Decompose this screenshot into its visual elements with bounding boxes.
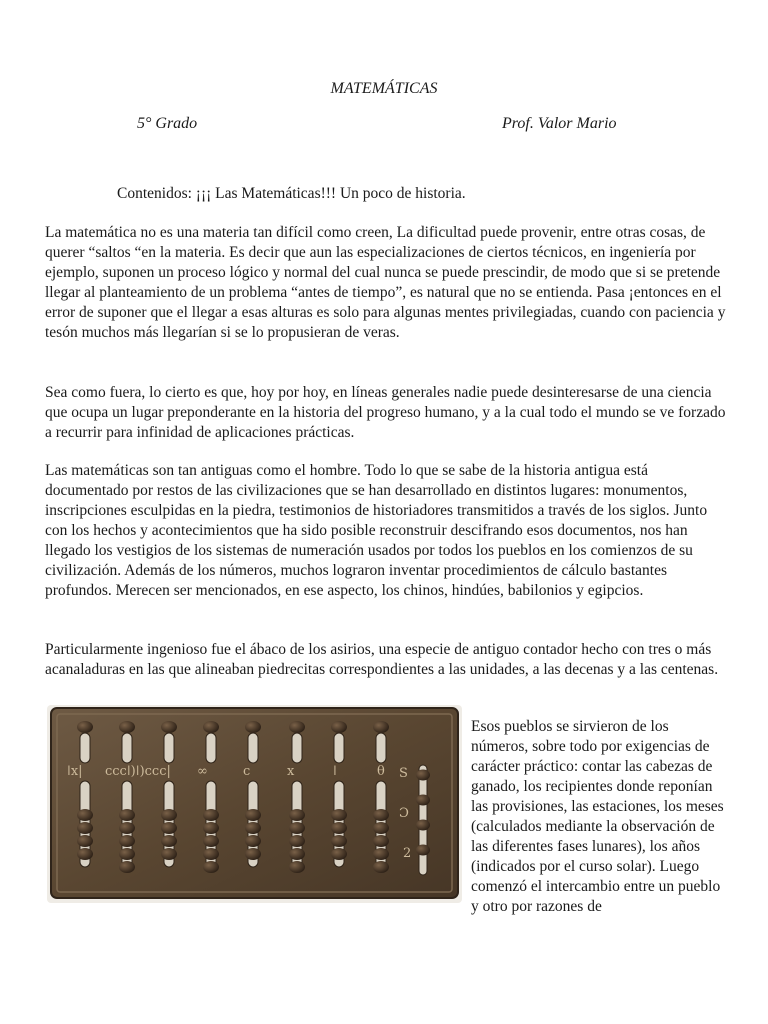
abacus-upper-slot xyxy=(334,733,344,763)
abacus-bead xyxy=(245,822,261,834)
abacus-marking: S xyxy=(399,766,408,781)
abacus-bead xyxy=(203,822,219,834)
abacus-bead xyxy=(245,848,261,860)
abacus-marking: 2 xyxy=(403,846,412,861)
abacus-bead xyxy=(161,835,177,847)
abacus-bead xyxy=(289,835,305,847)
abacus-bead xyxy=(119,848,135,860)
abacus-upper-slot xyxy=(376,733,386,763)
abacus-marking: cccǀ)ǀ)ccc| xyxy=(105,764,171,779)
abacus-marking: x xyxy=(287,764,295,779)
abacus-photo xyxy=(47,705,462,903)
abacus-bead xyxy=(203,809,219,821)
contents-line: Contenidos: ¡¡¡ Las Matemáticas!!! Un poco de historia. xyxy=(117,185,466,202)
abacus-bead xyxy=(289,822,305,834)
abacus-bead xyxy=(331,809,347,821)
abacus-bead xyxy=(289,809,305,821)
abacus-upper-slot xyxy=(248,733,258,763)
abacus-marking: ǀ xyxy=(333,764,337,779)
abacus-bead xyxy=(416,820,430,831)
paragraph-history: Las matemáticas son tan antiguas como el hombre. Todo lo que se sabe de la historia antigua está documentado por restos de las civilizaciones que se han desarrollado en distintos lugares: monumentos, inscripciones esculpidas en la piedra, testimonios de historiadores transmitidos a través de los siglos. Junto con los hechos y acontecimientos que ha sido posible reconstruir descifrando esos documentos, nos han llegado los vestigios de los sistemas de numeración usados por todos los pueblos en los comienzos de su civilización. Además de los números, muchos lograron inventar procedimientos de cálculo bastantes profundos. Merecen ser mencionados, en ese aspecto, los chinos, hindúes, babilonios y egipcios. xyxy=(45,462,708,599)
abacus-bead xyxy=(373,809,389,821)
abacus-bead xyxy=(203,848,219,860)
paragraph-intro: La matemática no es una materia tan difícil como creen, La dificultad puede provenir, entre otras cosas, de querer “saltos “en la materia. Es decir que aun las especializaciones de ciertos técnicos, en ingeniería por ejemplo, suponen un proceso lógico y normal del cual nunca se puede prescindir, de modo que si se pretende llegar al planteamiento de un problema “antes de tiempo”, es natural que no se entienda. Pasa ¡entonces en el error de suponer que el llegar a esas alturas es solo para algunas mentes privilegiadas, cuando con paciencia y tesón muchos más llegarían si se lo propusieran de veras. xyxy=(45,224,726,341)
abacus-marking: θ xyxy=(377,764,385,779)
abacus-upper-slot xyxy=(164,733,174,763)
abacus-bead xyxy=(161,809,177,821)
abacus-marking: ∞ xyxy=(197,764,208,779)
abacus-bead xyxy=(373,861,389,873)
abacus-bead xyxy=(289,848,305,860)
abacus-bead xyxy=(289,861,305,873)
abacus-bead xyxy=(161,848,177,860)
abacus-bead xyxy=(77,809,93,821)
abacus-bead xyxy=(77,822,93,834)
abacus-bead xyxy=(161,721,177,733)
abacus-bead xyxy=(373,835,389,847)
abacus-bead xyxy=(416,795,430,806)
abacus-marking: c xyxy=(243,764,251,779)
abacus-bead xyxy=(373,721,389,733)
abacus-upper-slot xyxy=(292,733,302,763)
abacus-bead xyxy=(331,721,347,733)
abacus-bead xyxy=(161,822,177,834)
abacus-bead xyxy=(119,721,135,733)
paragraph-importance: Sea como fuera, lo cierto es que, hoy por hoy, en líneas generales nadie puede desinteresarse de una ciencia que ocupa un lugar preponderante en la historia del progreso humano, y a la cual todo el mundo se ve forzado a recurrir para infinidad de aplicaciones prácticas. xyxy=(45,384,726,441)
abacus-bead xyxy=(373,822,389,834)
abacus-bead xyxy=(77,848,93,860)
abacus-bead xyxy=(245,809,261,821)
abacus-bead xyxy=(245,835,261,847)
abacus-marking: Ɔ xyxy=(399,806,409,821)
abacus-bead xyxy=(119,809,135,821)
abacus-bead xyxy=(203,721,219,733)
abacus-bead xyxy=(289,721,305,733)
abacus-upper-slot xyxy=(80,733,90,763)
abacus-upper-slot xyxy=(122,733,132,763)
abacus-bead xyxy=(119,822,135,834)
abacus-bead xyxy=(119,861,135,873)
page-title: MATEMÁTICAS xyxy=(330,80,438,97)
abacus-upper-slot xyxy=(206,733,216,763)
teacher-label: Prof. Valor Mario xyxy=(502,115,617,132)
abacus-bead xyxy=(203,861,219,873)
abacus-bead xyxy=(416,845,430,856)
abacus-bead xyxy=(203,835,219,847)
abacus-bead xyxy=(331,822,347,834)
abacus-bead xyxy=(373,848,389,860)
abacus-bead xyxy=(245,721,261,733)
abacus-bead xyxy=(77,835,93,847)
side-paragraph: Esos pueblos se sirvieron de los números, sobre todo por exigencias de carácter práctico: contar las cabezas de ganado, los recipientes donde reponían las provisiones, las estaciones, los meses (calculados mediante la observación de las diferentes fases lunares), los años (indicados por el curso solar). Luego comenzó el intercambio entre un pueblo y otro por razones de xyxy=(471,718,724,915)
abacus-bead xyxy=(119,835,135,847)
abacus-bead xyxy=(77,721,93,733)
grade-label: 5° Grado xyxy=(137,115,198,132)
abacus-bead xyxy=(331,848,347,860)
abacus-bead xyxy=(416,770,430,781)
abacus-bead xyxy=(331,835,347,847)
abacus-marking: ǀx| xyxy=(67,764,83,779)
paragraph-abacus: Particularmente ingenioso fue el ábaco de los asirios, una especie de antiguo contador hecho con tres o más acanaladuras en las que alineaban piedrecitas correspondientes a las unidades, a las decenas y a las centenas. xyxy=(45,641,719,678)
